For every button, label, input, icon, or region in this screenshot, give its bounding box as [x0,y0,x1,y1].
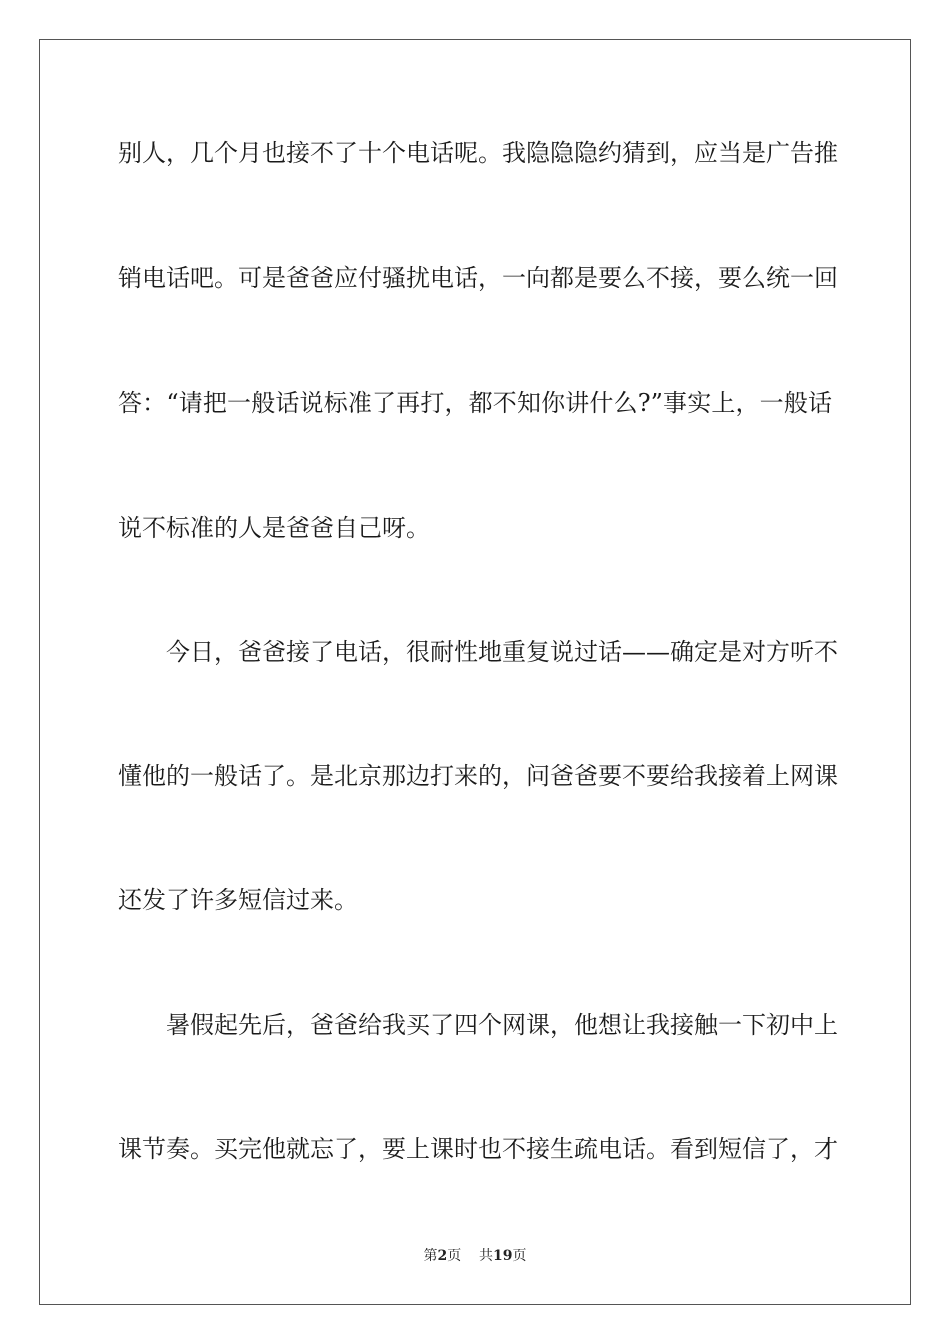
text-line-5: 今日，爸爸接了电话，很耐性地重复说过话——确定是对方听不 [118,638,838,666]
text-line-6: 懂他的一般话了。是北京那边打来的，问爸爸要不要给我接着上网课 [118,762,838,790]
text-line-9: 课节奏。买完他就忘了，要上课时也不接生疏电话。看到短信了，才 [118,1135,838,1163]
footer-page-total: 19 [493,1248,513,1264]
text-line-2: 销电话吧。可是爸爸应付骚扰电话，一向都是要么不接，要么统一回 [118,264,838,292]
footer-page-current: 2 [437,1248,448,1264]
text-line-3: 答：“请把一般话说标准了再打，都不知你讲什么?”事实上，一般话 [118,389,832,417]
text-line-7: 还发了许多短信过来。 [118,886,358,914]
footer-total-prefix: 共 [479,1248,494,1264]
footer-page-prefix: 第 [423,1248,438,1264]
text-line-8: 暑假起先后，爸爸给我买了四个网课，他想让我接触一下初中上 [118,1011,838,1039]
page-border [39,39,911,1305]
page-footer [0,1246,950,1266]
footer-total-suffix: 页 [512,1248,527,1264]
text-line-1: 别人，几个月也接不了十个电话呢。我隐隐隐约猜到，应当是广告推 [118,139,838,167]
footer-page-suffix: 页 [447,1248,462,1264]
text-line-4: 说不标准的人是爸爸自己呀。 [118,514,430,542]
